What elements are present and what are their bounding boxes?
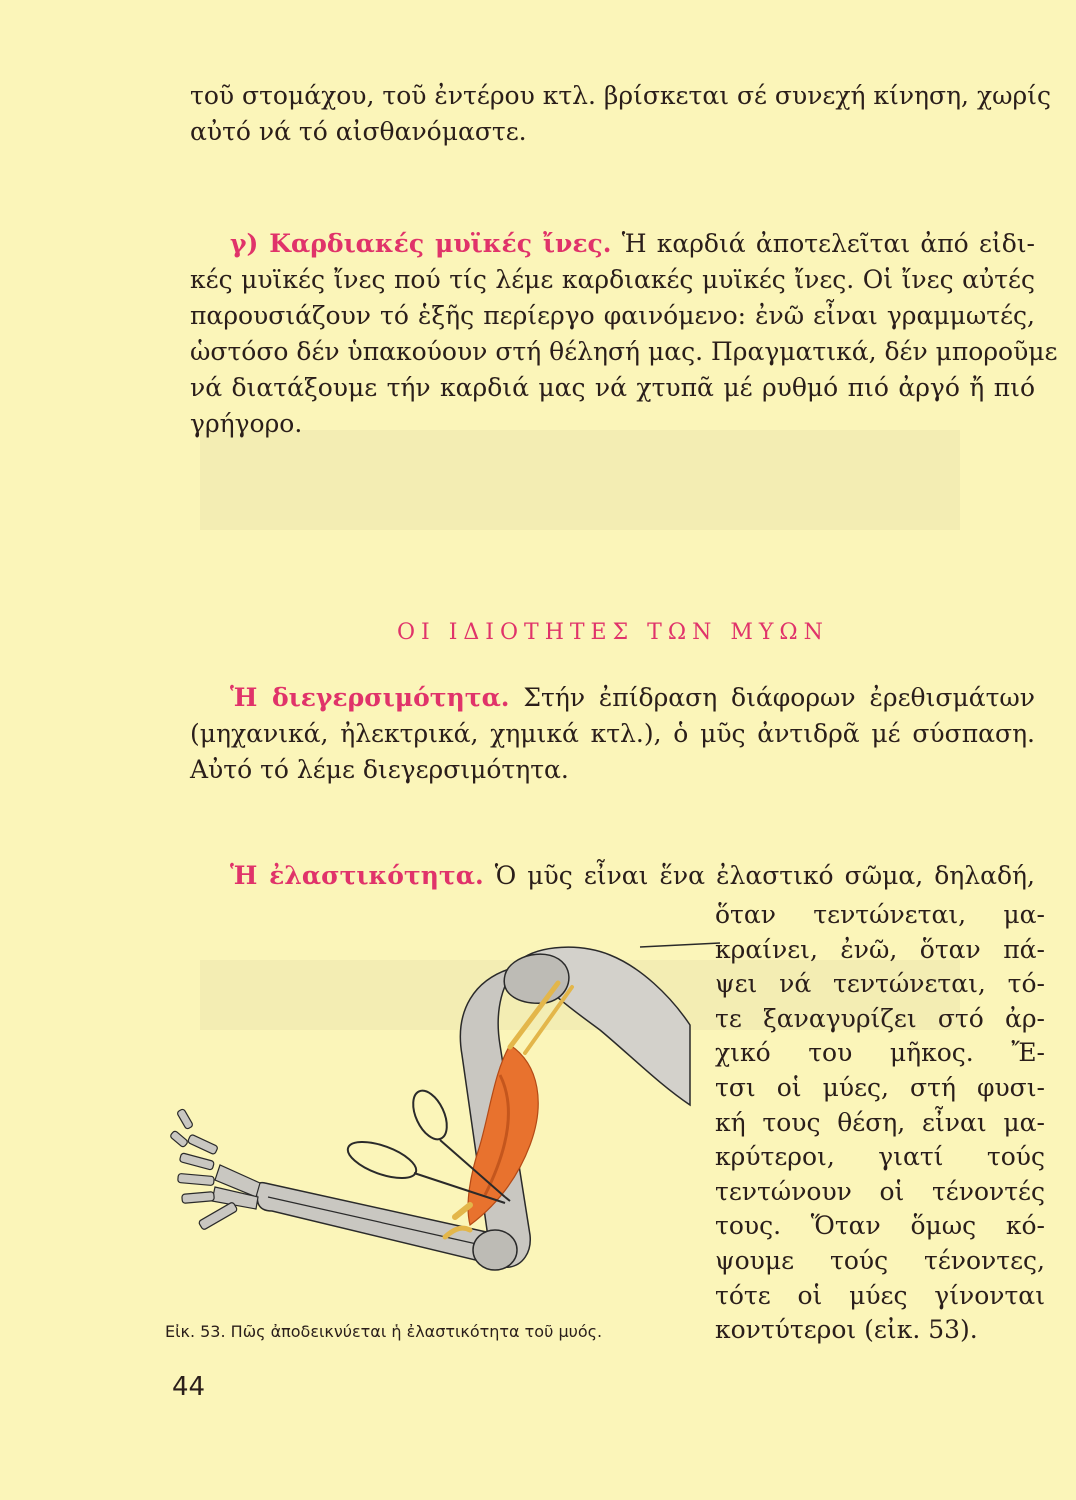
forearm-bone-line: [268, 1197, 490, 1247]
text-line: [190, 680, 1035, 716]
text-line: τεντώνουν οἱ τένοντές: [715, 1176, 1045, 1206]
paragraph-elasticity: [190, 858, 1035, 894]
text-line: ψουμε τούς τένοντες,: [715, 1245, 1045, 1275]
text-line: ὅταν τεντώνεται, μα-: [715, 900, 1045, 929]
text-line: τότε οἱ μύες γίνονται: [715, 1280, 1045, 1310]
text-fragment: Ἡ καρδιά ἀποτελεῖται ἀπό εἰδι-: [621, 229, 1035, 258]
text-line: χικό του μῆκος. Ἔ-: [715, 1038, 1045, 1068]
page-number: 44: [172, 1372, 206, 1402]
text-line: τσι οἱ μύες, στή φυσι-: [715, 1072, 1045, 1102]
paragraph-intro: [190, 78, 1051, 150]
text-line: ψει νά τεντώνεται, τό-: [715, 969, 1045, 999]
text-line: τε ξαναγυρίζει στό ἀρ-: [715, 1003, 1045, 1033]
shoulder-joint: [504, 954, 569, 1003]
pointer-line: [640, 943, 720, 947]
text-line: [190, 858, 1035, 894]
text-fragment: Στήν ἐπίδραση διάφορων ἐρεθισμάτων: [523, 683, 1035, 712]
section-title: ΟΙ ΙΔΙΟΤΗΤΕΣ ΤΩΝ ΜΥΩΝ: [397, 620, 829, 645]
paragraph-elasticity-column: [715, 898, 1045, 1348]
hand-skeleton: [170, 1108, 260, 1230]
text-line: κοντύτεροι (εἰκ. 53).: [715, 1315, 978, 1345]
text-fragment: Ὁ μῦς εἶναι ἕνα ἐλαστικό σῶμα, δηλαδή,: [494, 861, 1035, 890]
text-line: κρύτεροι, γιατί τούς: [715, 1142, 1045, 1172]
subheading-excitability: Ἡ διεγερσιμότητα.: [230, 683, 510, 712]
text-line: κραίνει, ἐνῶ, ὅταν πά-: [715, 934, 1045, 964]
subheading-cardiac-fibers: γ) Καρδιακές μυϊκές ἴνες.: [230, 229, 612, 258]
text-line: ὡστόσο δέν ὑπακούουν στή θέλησή μας. Πραγματικά, δέν μποροῦμε: [190, 337, 1058, 366]
text-line: αὐτό νά τό αἰσθανόμαστε.: [190, 117, 527, 146]
elbow-joint: [473, 1230, 517, 1270]
text-line: Αὐτό τό λέμε διεγερσιμότητα.: [190, 755, 569, 784]
figure-caption: Εἰκ. 53. Πῶς ἀποδεικνύεται ἡ ἐλαστικότητα τοῦ μυός.: [165, 1322, 603, 1341]
text-line: γρήγορο.: [190, 409, 303, 438]
text-line: νά διατάξουμε τήν καρδιά μας νά χτυπᾶ μέ ρυθμό πιό ἀργό ἤ πιό: [190, 373, 1035, 402]
forearm-bone: [255, 1183, 500, 1265]
text-line: παρουσιάζουν τό ἑξῆς περίεργο φαινόμενο: ἐνῶ εἶναι γραμμωτές,: [190, 301, 1035, 330]
text-line: τοῦ στομάχου, τοῦ ἐντέρου κτλ. βρίσκεται σέ συνεχή κίνηση, χωρίς: [190, 81, 1051, 110]
paragraph-cardiac-fibers: [190, 226, 1058, 442]
text-line: (μηχανικά, ἠλεκτρικά, χημικά κτλ.), ὁ μῦς ἀντιδρᾶ μέ σύσπαση.: [190, 719, 1035, 748]
subheading-elasticity: Ἡ ἐλαστικότητα.: [230, 861, 484, 890]
text-line: [190, 226, 1035, 262]
paragraph-excitability: [190, 680, 1035, 788]
text-line: τους. Ὅταν ὅμως κό-: [715, 1211, 1045, 1241]
text-line: κή τους θέση, εἶναι μα-: [715, 1107, 1045, 1137]
bleed-through-shadow: [200, 430, 960, 530]
text-line: κές μυϊκές ἴνες πού τίς λέμε καρδιακές μυϊκές ἴνες. Οἱ ἴνες αὐτές: [190, 265, 1035, 294]
arm-muscle-illustration: [170, 935, 730, 1305]
